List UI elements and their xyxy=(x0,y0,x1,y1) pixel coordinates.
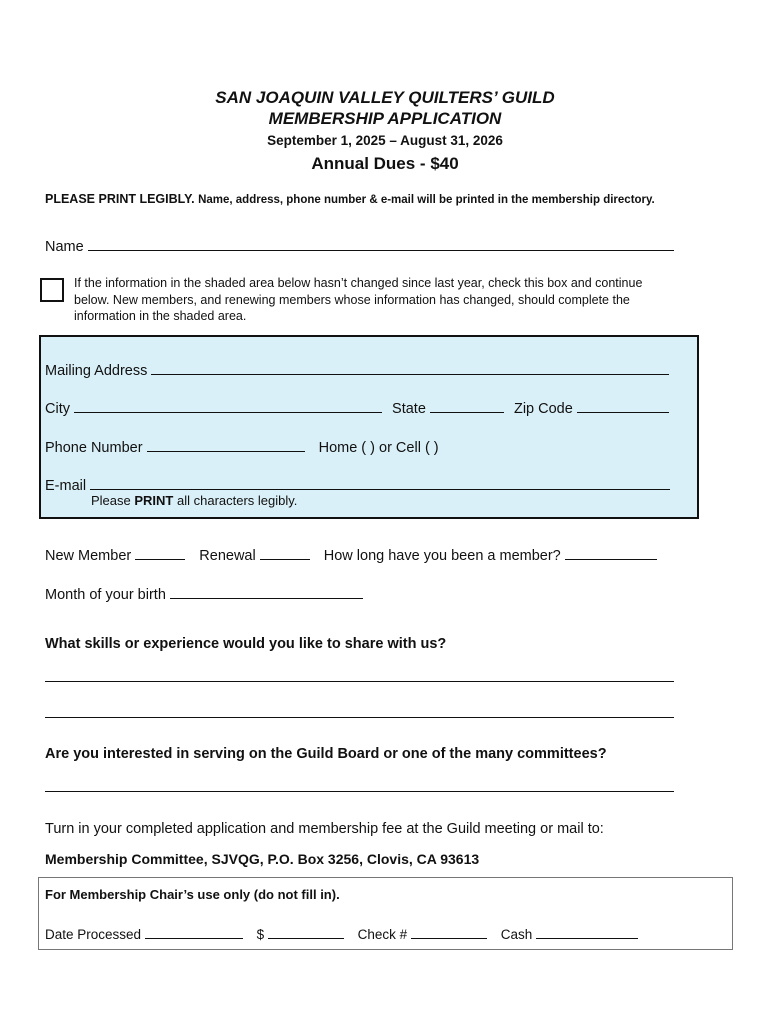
checkbox-text-line: below. New members, and renewing members whose information has changed, should complete the xyxy=(74,292,630,307)
name-field[interactable] xyxy=(88,236,674,251)
date-processed-label: Date Processed xyxy=(45,927,142,942)
cash-label: Cash xyxy=(500,927,533,942)
instructions-rest: Name, address, phone number & e-mail will be printed in the membership directory. xyxy=(198,194,655,206)
unchanged-info-checkbox[interactable] xyxy=(40,278,64,302)
city-field[interactable] xyxy=(74,398,382,413)
city-label: City xyxy=(45,401,70,417)
org-title: SAN JOAQUIN VALLEY QUILTERS’ GUILD xyxy=(215,88,555,107)
phone-number-label: Phone Number xyxy=(45,440,143,456)
chair-box-fields xyxy=(45,924,638,942)
phone-number-field[interactable] xyxy=(147,437,305,452)
cash-field[interactable] xyxy=(536,924,638,939)
email-label: E-mail xyxy=(45,478,87,494)
zip-code-field[interactable] xyxy=(577,398,669,413)
how-long-field[interactable] xyxy=(565,545,657,560)
instructions-lead: PLEASE PRINT LEGIBLY. xyxy=(45,192,195,206)
email-row xyxy=(45,475,670,494)
amount-label: $ xyxy=(256,927,265,942)
date-processed-field[interactable] xyxy=(145,924,243,939)
print-legibly-note xyxy=(91,493,297,508)
state-label: State xyxy=(392,401,426,417)
skills-answer-line[interactable] xyxy=(45,703,674,718)
renewal-label: Renewal xyxy=(199,548,256,564)
city-row xyxy=(45,398,669,417)
birth-month-row xyxy=(45,584,363,603)
checkbox-text-line: If the information in the shaded area below hasn’t changed since last year, check this box and continue xyxy=(74,276,643,290)
skills-question: What skills or experience would you like to share with us? xyxy=(45,636,447,652)
check-number-field[interactable] xyxy=(411,924,487,939)
form-title: MEMBERSHIP APPLICATION xyxy=(268,109,502,128)
email-field[interactable] xyxy=(90,475,670,490)
note-text: Please xyxy=(91,493,135,508)
checkbox-instructions xyxy=(74,275,642,325)
state-field[interactable] xyxy=(430,398,504,413)
membership-type-row xyxy=(45,545,657,564)
note-emphasis: PRINT xyxy=(134,493,174,508)
birth-month-field[interactable] xyxy=(170,584,363,599)
mailing-row xyxy=(45,360,669,379)
mailing-address: Membership Committee, SJVQG, P.O. Box 3256, Clovis, CA 93613 xyxy=(45,851,480,867)
new-member-label: New Member xyxy=(45,548,132,564)
renewal-field[interactable] xyxy=(260,545,310,560)
mailing-address-label: Mailing Address xyxy=(45,363,148,379)
new-member-field[interactable] xyxy=(135,545,185,560)
birth-month-label: Month of your birth xyxy=(45,587,166,603)
skills-answer-line[interactable] xyxy=(45,667,674,682)
chair-box-title: For Membership Chair’s use only (do not fill in). xyxy=(45,887,340,902)
board-answer-line[interactable] xyxy=(45,777,674,792)
phone-row xyxy=(45,437,439,456)
checkbox-text-line: information in the shaded area. xyxy=(74,309,247,323)
turn-in-instructions: Turn in your completed application and membership fee at the Guild meeting or mail to: xyxy=(45,821,604,837)
check-number-label: Check # xyxy=(357,927,408,942)
membership-period: September 1, 2025 – August 31, 2026 xyxy=(267,133,503,148)
note-text: all characters legibly. xyxy=(173,493,298,508)
how-long-label: How long have you been a member? xyxy=(323,548,561,564)
home-or-cell-label: Home ( ) or Cell ( ) xyxy=(318,440,439,456)
mailing-address-field[interactable] xyxy=(151,360,669,375)
amount-field[interactable] xyxy=(268,924,344,939)
name-row xyxy=(45,236,674,255)
zip-code-label: Zip Code xyxy=(513,401,573,417)
name-label: Name xyxy=(45,239,84,255)
print-instructions xyxy=(45,192,655,206)
annual-dues: Annual Dues - $40 xyxy=(311,154,459,173)
board-question: Are you interested in serving on the Guild Board or one of the many committees? xyxy=(45,746,607,762)
